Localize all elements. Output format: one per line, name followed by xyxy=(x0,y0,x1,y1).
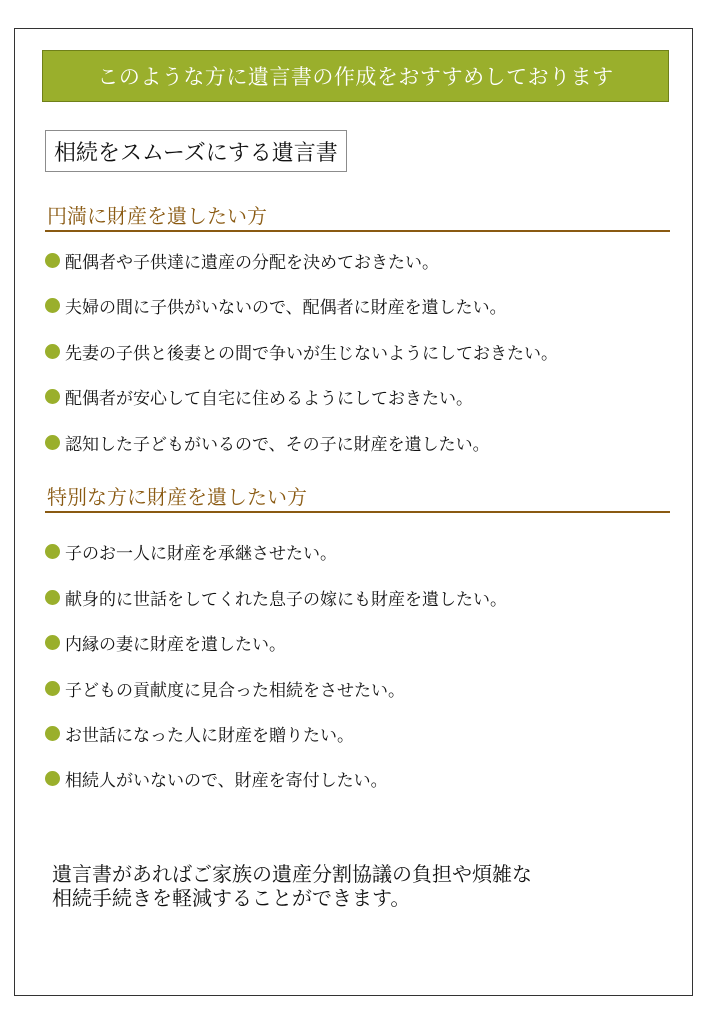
section-header: 円満に財産を遺したい方 xyxy=(45,202,670,232)
list-item-text: 認知した子どもがいるので、その子に財産を遺したい。 xyxy=(65,435,490,455)
list-item-text: 子のお一人に財産を承継させたい。 xyxy=(65,544,337,564)
list-item-text: 献身的に世話をしてくれた息子の嫁にも財産を遺したい。 xyxy=(65,590,507,610)
list-item xyxy=(45,721,354,746)
section-harmonious-inheritance xyxy=(45,202,670,232)
list-item xyxy=(45,766,388,791)
subtitle-text: 相続をスムーズにする遺言書 xyxy=(54,140,338,166)
closing-statement xyxy=(52,862,532,910)
list-item xyxy=(45,676,405,701)
green-bullet-icon xyxy=(45,389,60,404)
green-bullet-icon xyxy=(45,771,60,786)
list-item-text: 子どもの貢献度に見合った相続をさせたい。 xyxy=(65,681,405,701)
list-item xyxy=(45,384,473,409)
list-item xyxy=(45,430,490,455)
green-bullet-icon xyxy=(45,253,60,268)
list-item-text: 内縁の妻に財産を遺したい。 xyxy=(65,635,286,655)
banner-text: このような方に遺言書の作成をおすすめしております xyxy=(97,65,614,89)
list-item xyxy=(45,293,507,318)
list-item-text: お世話になった人に財産を贈りたい。 xyxy=(65,726,354,746)
list-item xyxy=(45,630,286,655)
list-item xyxy=(45,248,439,273)
subtitle-box xyxy=(45,130,347,172)
closing-line-2: 相続手続きを軽減することができます。 xyxy=(52,886,411,910)
list-item-text: 配偶者が安心して自宅に住めるようにしておきたい。 xyxy=(65,389,473,409)
green-bullet-icon xyxy=(45,344,60,359)
green-bullet-icon xyxy=(45,635,60,650)
green-bullet-icon xyxy=(45,726,60,741)
closing-line-1: 遺言書があればご家族の遺産分割協議の負担や煩雑な xyxy=(52,862,532,886)
green-bullet-icon xyxy=(45,681,60,696)
list-item xyxy=(45,585,507,610)
green-bullet-icon xyxy=(45,298,60,313)
green-bullet-icon xyxy=(45,590,60,605)
green-bullet-icon xyxy=(45,435,60,450)
list-item-text: 先妻の子供と後妻との間で争いが生じないようにしておきたい。 xyxy=(65,344,558,364)
list-item xyxy=(45,539,337,564)
list-item xyxy=(45,339,558,364)
list-item-text: 夫婦の間に子供がいないので、配偶者に財産を遺したい。 xyxy=(65,298,507,318)
list-item-text: 相続人がいないので、財産を寄付したい。 xyxy=(65,771,388,791)
recommendation-banner xyxy=(42,50,669,102)
green-bullet-icon xyxy=(45,544,60,559)
list-item-text: 配偶者や子供達に遺産の分配を決めておきたい。 xyxy=(65,253,439,273)
section-special-person xyxy=(45,483,670,513)
section-header: 特別な方に財産を遺したい方 xyxy=(45,483,670,513)
